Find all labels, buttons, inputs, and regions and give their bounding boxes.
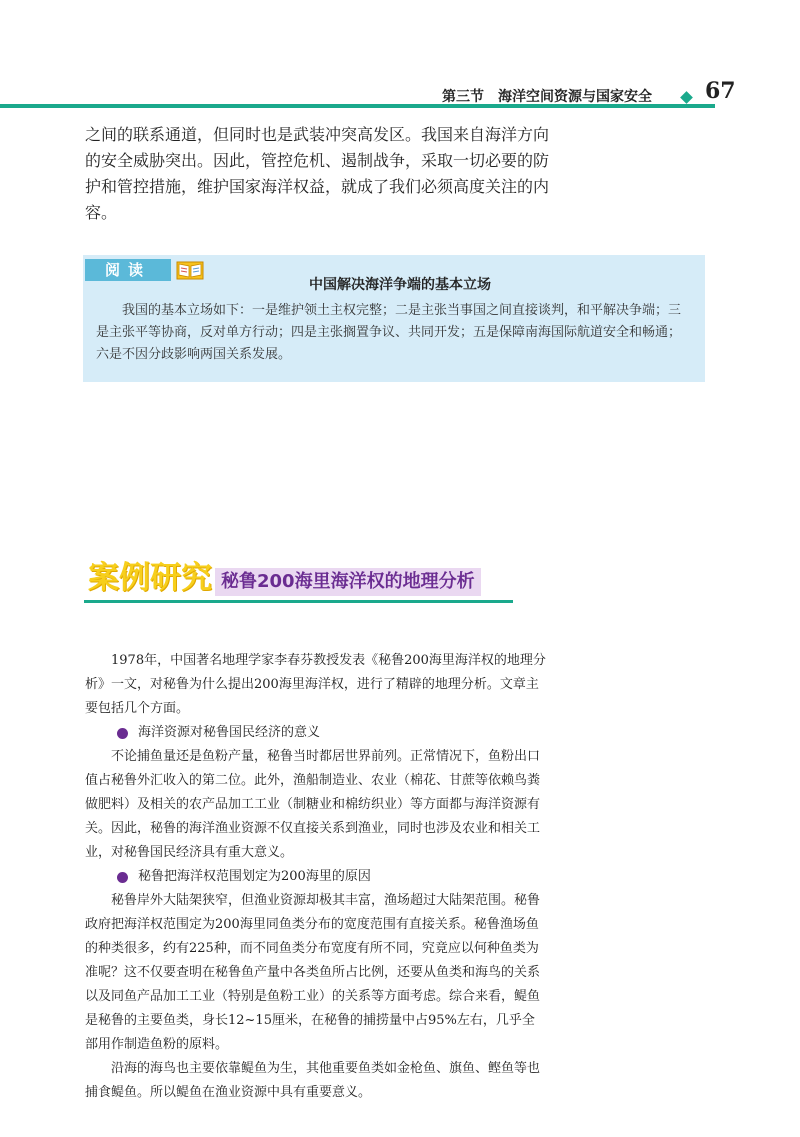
point1-heading-text: 海洋资源对秘鲁国民经济的意义 [138,725,321,740]
point2-heading [85,865,547,889]
intro-paragraph: 之间的联系通道，但同时也是武装冲突高发区。我国来自海洋方向的安全威胁突出。因此，管控危机、遏制战争，采取一切必要的防护和管控措施，维护国家海洋权益，就成了我们必须高度关注的内容。 [85,125,550,222]
reading-title: 中国解决海洋争端的基本立场 [309,277,491,293]
case-study-rule [84,600,513,603]
case-study-title: 秘鲁200海里海洋权的地理分析 [215,568,481,596]
point1-body: 不论捕鱼量还是鱼粉产量，秘鲁当时都居世界前列。正常情况下，鱼粉出口值占秘鲁外汇收入的第二位。此外，渔船制造业、农业（棉花、甘蔗等依赖鸟粪做肥料）及相关的农产品加工工业（制糖业和棉纺织业）等方面都与海洋资源有关。因此，秘鲁的海洋渔业资源不仅直接关系到渔业，同时也涉及农业和相关工业，对秘鲁国民经济具有重大意义。 [85,749,541,860]
case-study-label: 案例研究 [88,560,212,596]
reading-body: 我国的基本立场如下：一是维护领土主权完整；二是主张当事国之间直接谈判，和平解决争端；三是主张平等协商，反对单方行动；四是主张搁置争议、共同开发；五是保障南海国际航道安全和畅通；六是不因分歧影响两国关系发展。 [96,303,682,362]
point2-body-1: 秘鲁岸外大陆架狭窄，但渔业资源却极其丰富，渔场超过大陆架范围。秘鲁政府把海洋权范围定为200海里同鱼类分布的宽度范围有直接关系。秘鲁渔场鱼的种类很多，约有225种，而不同鱼类分布宽度有所不同，究竟应以何种鱼类为准呢？这不仅要查明在秘鲁鱼产量中各类鱼所占比例，还要从鱼类和海鸟的关系以及同鱼产品加工工业（特别是鱼粉工业）的关系等方面考虑。综合来看，鳀鱼是秘鲁的主要鱼类，身长12~15厘米，在秘鲁的捕捞量中占95%左右，几乎全部用作制造鱼粉的原料。 [85,893,541,1052]
running-header [442,86,652,106]
point1-heading [85,721,547,745]
diamond-icon [680,91,693,104]
case-study-body [85,649,547,1105]
section-number: 第三节 [442,89,484,105]
point2-heading-text: 秘鲁把海洋权范围划定为200海里的原因 [138,869,371,884]
chapter-title: 海洋空间资源与国家安全 [498,89,652,105]
intro-text-block [85,122,555,226]
bullet-dot-icon [117,728,128,739]
reading-tag: 阅读 [85,259,171,281]
point2-body-2: 沿海的海鸟也主要依靠鳀鱼为生，其他重要鱼类如金枪鱼、旗鱼、鲣鱼等也捕食鳀鱼。所以鳀鱼在渔业资源中具有重要意义。 [85,1061,541,1100]
case-intro-paragraph: 1978年，中国著名地理学家李春芬教授发表《秘鲁200海里海洋权的地理分析》一文，对秘鲁为什么提出200海里海洋权，进行了精辟的地理分析。文章主要包括几个方面。 [85,653,546,716]
page-number: 67 [705,78,736,104]
bullet-dot-icon [117,872,128,883]
